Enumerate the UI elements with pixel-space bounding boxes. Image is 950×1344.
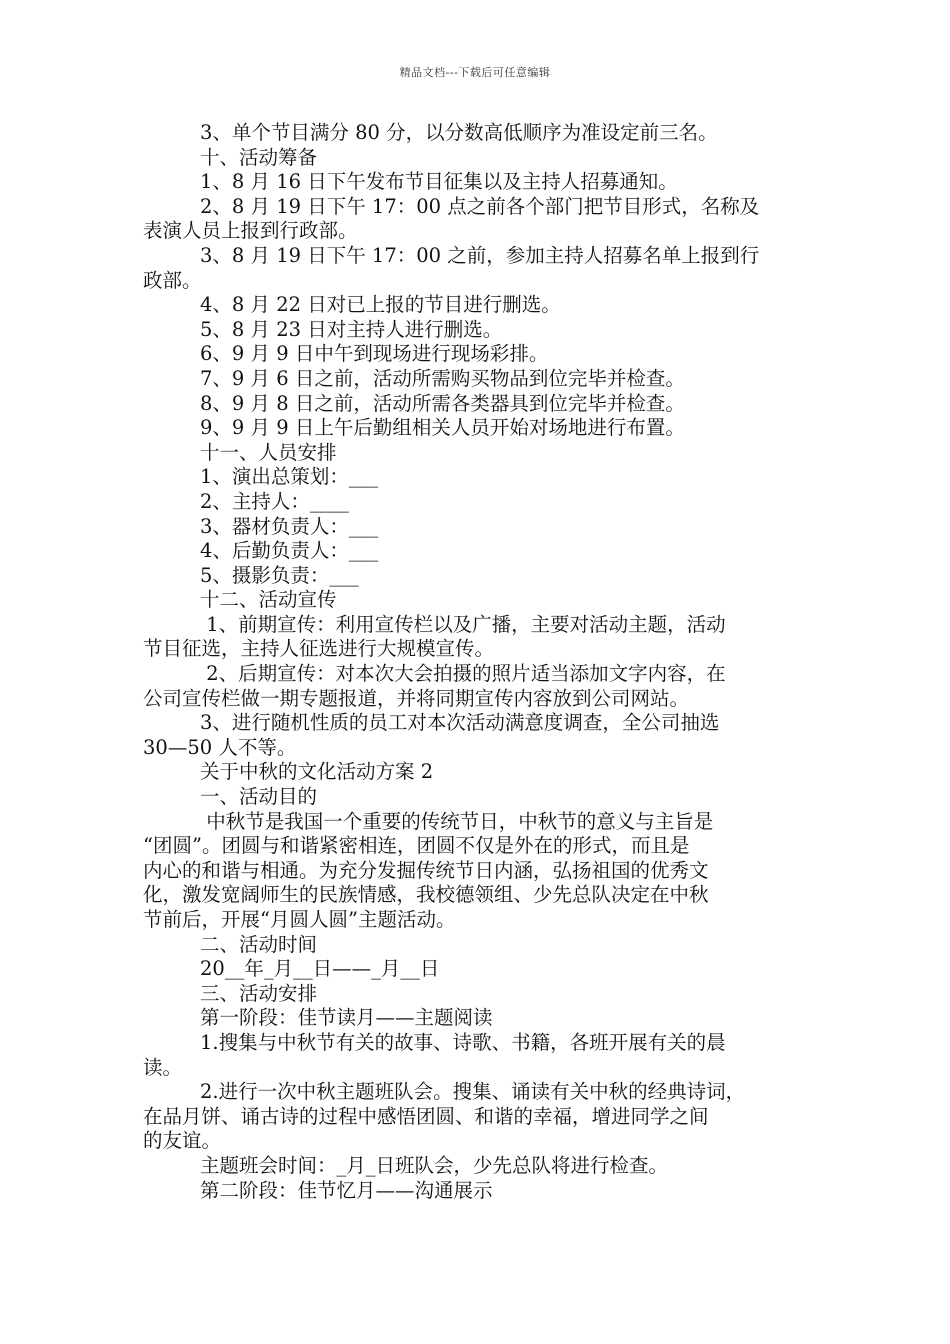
text-line: 8、9 月 8 日之前，活动所需各类器具到位完毕并检查。 — [200, 391, 685, 415]
document-body — [143, 121, 815, 1203]
text-line: 2、后期宣传：对本次大会拍摄的照片适当添加文字内容，在 — [200, 662, 726, 686]
text-line: 3、单个节目满分 80 分，以分数高低顺序为准设定前三名。 — [200, 121, 718, 144]
text-line: 4、8 月 22 日对已上报的节目进行删选。 — [200, 293, 561, 317]
text-line: 政部。 — [143, 268, 202, 292]
text-line: 3、8 月 19 日下午 17：00 之前，参加主持人招募名单上报到行 — [200, 243, 760, 267]
text-line: 20__年_月__日——_月__日 — [200, 957, 440, 981]
text-line: 30—50 人不等。 — [143, 735, 297, 759]
text-line: 2.进行一次中秋主题班队会。搜集、诵读有关中秋的经典诗词， — [200, 1080, 746, 1104]
text-line: 公司宣传栏做一期专题报道，并将同期宣传内容放到公司网站。 — [143, 686, 690, 710]
text-line: 二、活动时间 — [200, 932, 318, 956]
text-line: 十一、人员安排 — [200, 440, 337, 464]
page-header: 精品文档---下载后可任意编辑 — [399, 66, 551, 79]
text-line: 2、8 月 19 日下午 17：00 点之前各个部门把节目形式，名称及 — [200, 194, 760, 218]
text-line: 节目征选，主持人征选进行大规模宣传。 — [143, 637, 495, 661]
text-line: 一、活动目的 — [200, 785, 318, 809]
text-line: 关于中秋的文化活动方案 2 — [200, 760, 434, 784]
text-line: 内心的和谐与相通。为充分发掘传统节日内涵，弘扬祖国的优秀文 — [143, 858, 709, 882]
text-line: 3、进行随机性质的员工对本次活动满意度调查，全公司抽选 — [200, 711, 720, 735]
text-line: 7、9 月 6 日之前，活动所需购买物品到位完毕并检查。 — [200, 366, 685, 390]
text-line: 读。 — [143, 1055, 183, 1079]
text-line: “团圆”。团圆与和谐紧密相连，团圆不仅是外在的形式，而且是 — [143, 834, 690, 858]
text-line: 1、8 月 16 日下午发布节目征集以及主持人招募通知。 — [200, 170, 678, 194]
text-line: 表演人员上报到行政部。 — [143, 219, 358, 243]
text-line: 十、活动筹备 — [200, 145, 318, 169]
text-line: 中秋节是我国一个重要的传统节日，中秋节的意义与主旨是 — [200, 809, 714, 833]
text-line: 十二、活动宣传 — [200, 588, 337, 612]
text-line: 三、活动安排 — [200, 981, 318, 1005]
text-line: 第二阶段：佳节忆月——沟通展示 — [200, 1178, 493, 1202]
text-line: 主题班会时间：_月_日班队会，少先总队将进行检查。 — [200, 1153, 669, 1177]
text-line: 第一阶段：佳节读月——主题阅读 — [200, 1006, 493, 1030]
text-line: 的友谊。 — [143, 1129, 222, 1153]
text-line: 5、摄影负责：___ — [200, 563, 359, 587]
text-line: 2、主持人：____ — [200, 489, 349, 513]
text-line: 9、9 月 9 日上午后勤组相关人员开始对场地进行布置。 — [200, 416, 685, 440]
text-line: 化，激发宽阔师生的民族情感，我校德领组、少先总队决定在中秋 — [143, 883, 709, 907]
text-line: 1、前期宣传：利用宣传栏以及广播，主要对活动主题，活动 — [200, 612, 726, 636]
text-line: 1、演出总策划：___ — [200, 465, 379, 489]
text-line: 在品月饼、诵古诗的过程中感悟团圆、和谐的幸福，增进同学之间 — [143, 1104, 709, 1128]
text-line: 4、后勤负责人：___ — [200, 539, 379, 563]
text-line: 3、器材负责人：___ — [200, 514, 379, 538]
text-line: 6、9 月 9 日中午到现场进行现场彩排。 — [200, 342, 549, 366]
text-line: 节前后，开展“月圆人圆”主题活动。 — [143, 908, 456, 931]
text-line: 5、8 月 23 日对主持人进行删选。 — [200, 317, 503, 341]
text-line: 1.搜集与中秋节有关的故事、诗歌、书籍，各班开展有关的晨 — [200, 1030, 726, 1054]
